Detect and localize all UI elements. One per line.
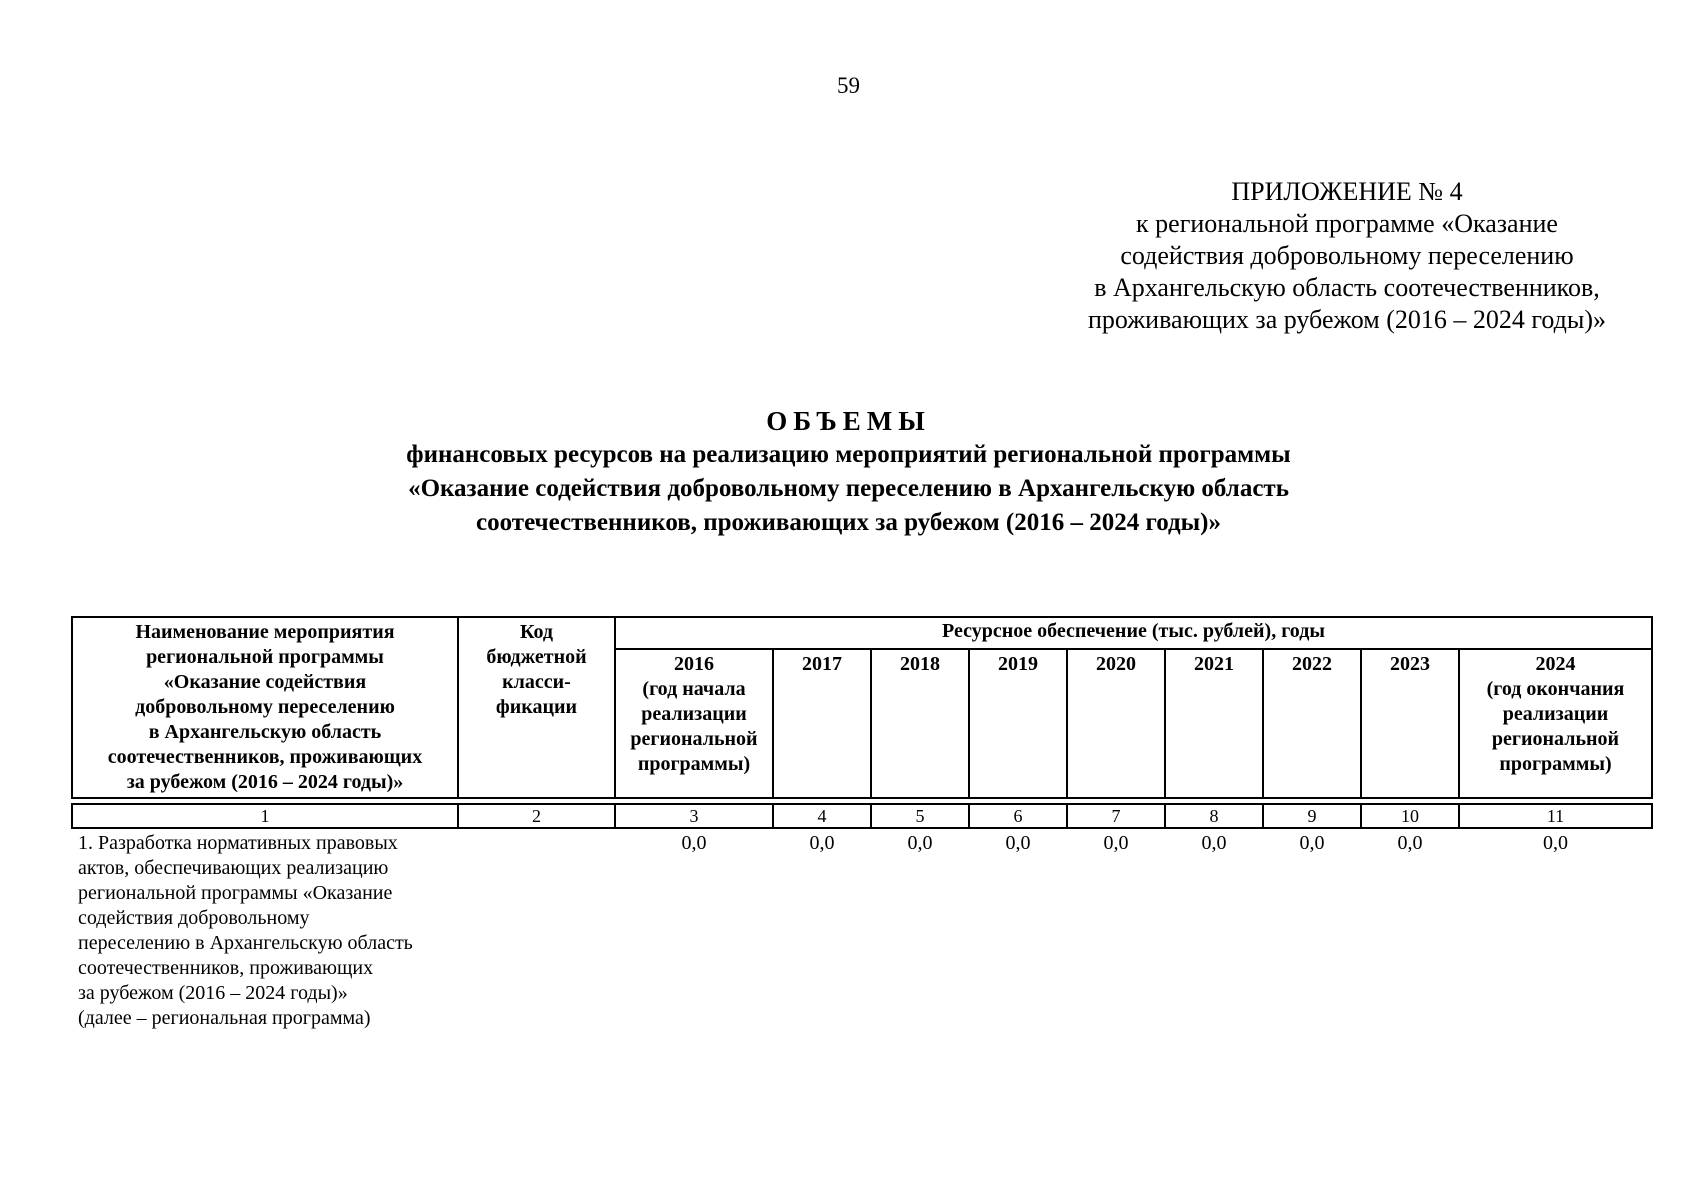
header-year: 2017 (773, 649, 871, 798)
appendix-line: проживающих за рубежом (2016 – 2024 годы)» (1087, 305, 1607, 334)
title-main: ОБЪЕМЫ (766, 406, 931, 436)
column-number: 3 (615, 804, 773, 828)
value-cell: 0,0 (1299, 832, 1325, 854)
value-cell: 0,0 (1005, 832, 1031, 854)
title-line: соотечественников, проживающих за рубежом (2016 – 2024 годы)» (476, 509, 1221, 536)
column-number: 2 (458, 804, 615, 828)
column-number: 8 (1165, 804, 1263, 828)
header-resources-group: Ресурсное обеспечение (тыс. рублей), годы (615, 617, 1652, 649)
header-budget-code: Код бюджетной класси- фикации (458, 617, 615, 798)
header-year: 2021 (1165, 649, 1263, 798)
header-year-2024: 2024 (год окончания реализации региональной программы) (1459, 649, 1652, 798)
title-line: финансовых ресурсов на реализацию мероприятий региональной программы (406, 441, 1291, 468)
header-year: 2020 (1067, 649, 1165, 798)
header-event-name: Наименование мероприятия региональной программы «Оказание содействия добровольному переселению в Архангельскую область соотечественников, проживающих за рубежом (2016 – 2024 годы)» (72, 617, 458, 798)
header-row-top (72, 617, 1652, 649)
column-numbers-row (72, 804, 1652, 828)
value-cell: 0,0 (809, 832, 835, 854)
table-row (72, 828, 1652, 1033)
column-number: 10 (1361, 804, 1459, 828)
column-number: 4 (773, 804, 871, 828)
header-year: 2018 (871, 649, 969, 798)
header-year-2016: 2016 (год начала реализации региональной программы) (615, 649, 773, 798)
column-number: 11 (1459, 804, 1652, 828)
header-year: 2023 (1361, 649, 1459, 798)
value-cell: 0,0 (1397, 832, 1423, 854)
document-title (0, 404, 1697, 540)
budget-code-cell (458, 828, 615, 1033)
appendix-title: ПРИЛОЖЕНИЕ № 4 (1231, 177, 1463, 206)
resources-table (71, 616, 1653, 1033)
value-cell: 0,0 (681, 832, 707, 854)
value-cell: 0,0 (1103, 832, 1129, 854)
column-number: 5 (871, 804, 969, 828)
value-cell: 0,0 (1543, 832, 1568, 854)
appendix-line: к региональной программе «Оказание (1136, 209, 1558, 238)
column-number: 9 (1263, 804, 1361, 828)
header-year: 2022 (1263, 649, 1361, 798)
column-number: 7 (1067, 804, 1165, 828)
header-year: 2019 (969, 649, 1067, 798)
appendix-header (1037, 176, 1657, 336)
title-line: «Оказание содействия добровольному переселению в Архангельскую область (408, 475, 1289, 502)
page-number: 59 (837, 73, 860, 98)
event-name-cell: 1. Разработка нормативных правовых актов, обеспечивающих реализацию региональной программы «Оказание содействия добровольному переселению в Архангельскую область соотечественников, проживающих за рубежом (2016 – 2024 годы)» (далее – региональная программа) (78, 832, 413, 1029)
column-number: 6 (969, 804, 1067, 828)
value-cell: 0,0 (1201, 832, 1227, 854)
value-cell: 0,0 (907, 832, 933, 854)
appendix-line: в Архангельскую область соотечественников, (1094, 273, 1600, 302)
column-number: 1 (72, 804, 458, 828)
appendix-line: содействия добровольному переселению (1120, 241, 1574, 270)
